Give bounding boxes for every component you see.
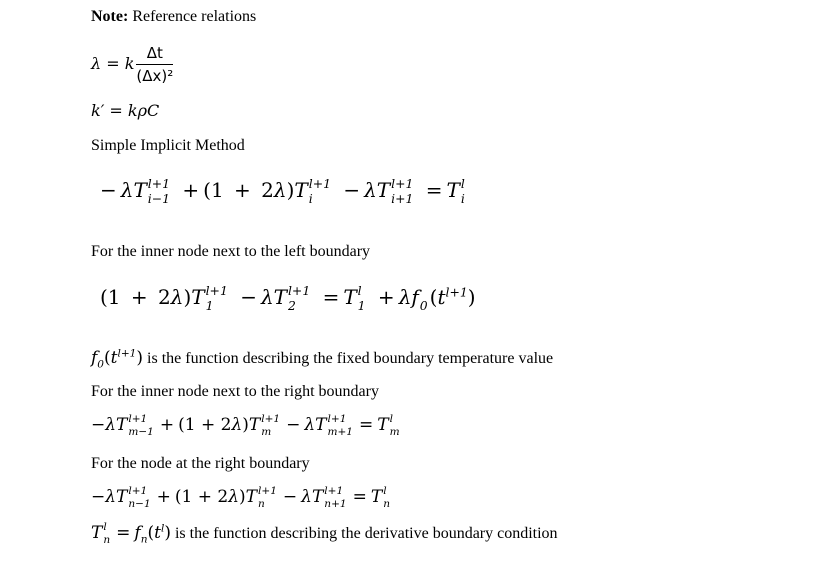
note-label: Note:: [91, 8, 129, 25]
heading-implicit-method: Simple Implicit Method: [91, 137, 245, 154]
lambda-lhs: λ = k: [91, 54, 135, 73]
lambda-denominator: (Δx)²: [136, 66, 174, 85]
lambda-fraction: [136, 44, 173, 85]
lambda-numerator: Δt: [146, 43, 163, 62]
note-text: Reference relations: [128, 8, 257, 25]
text-right-node: For the node at the right boundary: [91, 455, 310, 472]
f0-description-line: [91, 347, 553, 369]
f0-symbol: $f_0(t^{l+1})$: [91, 347, 144, 371]
equation-right-inner: −λT l+1 m−1 + (1 + 2λ)T l+1 m − λT l+1 m+1 = T l m: [91, 413, 400, 438]
document-page: [91, 0, 791, 584]
equation-left-boundary: (1 + 2λ)T l+1 1 − λT l+1 2 = T l 1 + λf 0 $(t^{l+1})$: [100, 283, 476, 313]
f0-description: is the function describing the fixed boundary temperature value: [143, 350, 554, 367]
fn-equation: T l n = $f_n(t^l)$: [91, 521, 171, 546]
fn-description-line: [91, 522, 558, 545]
equation-lambda: [91, 40, 175, 88]
fn-description: is the function describing the derivative boundary condition: [170, 525, 558, 543]
equation-right-node: −λT l+1 n−1 + (1 + 2λ)T l+1 n − λT l+1 n+1 = T l n: [91, 485, 390, 510]
text-right-boundary: For the inner node next to the right boundary: [91, 383, 379, 400]
text-left-boundary: For the inner node next to the left boundary: [91, 243, 371, 260]
equation-kprime: k′ = kρC: [91, 101, 160, 120]
note-line: [91, 7, 256, 27]
equation-implicit-general: − λT l+1 i−1 + (1 + 2λ)T l+1 i − λT l+1 i+1 = T l i: [100, 176, 465, 206]
